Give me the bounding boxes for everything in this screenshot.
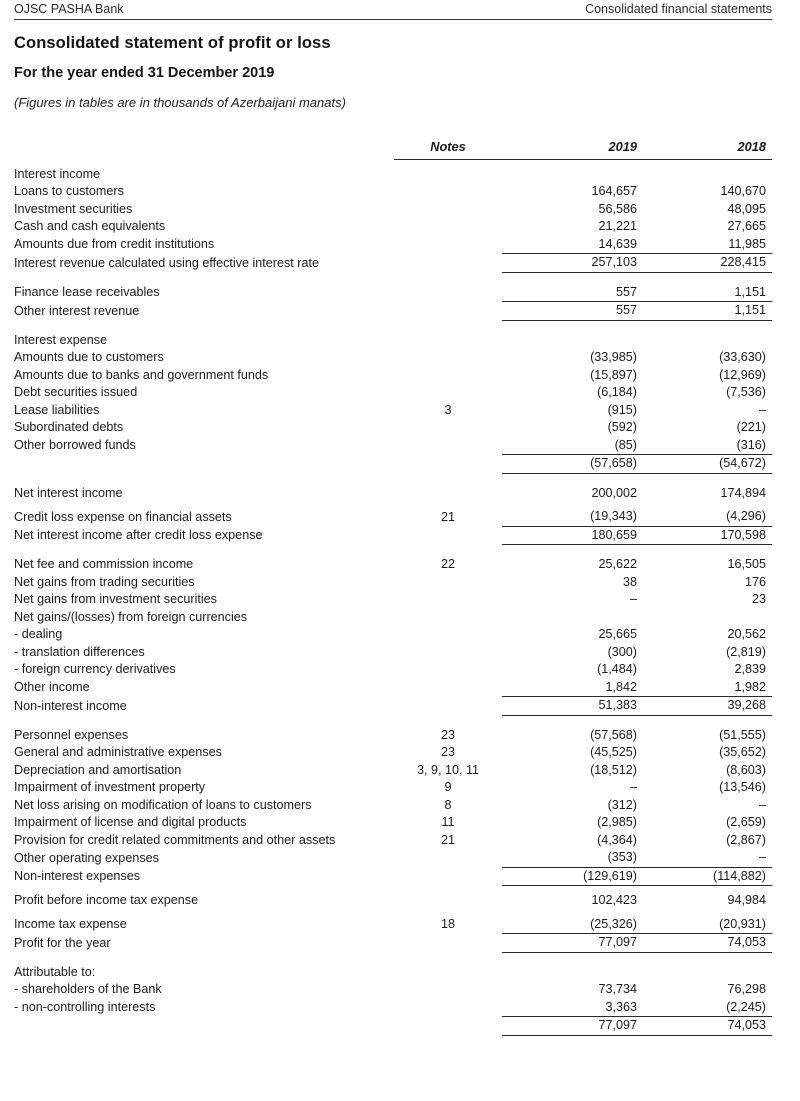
table-row [14,934,772,953]
table-row [14,574,772,592]
row-value-2019: 25,622 [598,557,637,571]
row-value-2019: (45,525) [590,745,637,759]
row-note-ref: 8 [444,797,452,812]
row-note-ref [394,849,502,867]
row-note-ref [394,892,502,910]
table-row [14,964,772,982]
table-row [14,609,772,627]
row-value-2019: 557 [615,284,637,299]
row-value-2018: 170,598 [637,526,772,545]
row-label: Investment securities [14,201,133,216]
row-value-2018: 76,298 [727,982,766,996]
column-header-notes: Notes [394,138,502,159]
table-row [14,183,772,201]
row-value-2019: 77,097 [502,1017,637,1036]
row-value-2018: (7,536) [726,385,766,399]
row-note-ref [394,367,502,385]
row-value-2018: (12,969) [719,367,766,382]
table-row [14,814,772,832]
row-value-2018: – [637,849,772,867]
table-row [14,384,772,402]
row-value-2019: (915) [607,402,637,417]
row-value-2019: 102,423 [591,893,637,907]
row-value-2019: 21,221 [598,219,637,233]
row-note-ref [394,661,502,679]
row-value-2019: 14,639 [598,236,637,251]
table-row [14,367,772,385]
row-value-2018: 1,151 [734,284,766,299]
row-label: Interest expense [14,332,108,347]
row-note-ref: 21 [440,832,455,847]
row-label: Net fee and commission income [14,557,194,571]
row-note-ref [394,999,502,1017]
row-label [14,1017,394,1036]
table-spacer-row [14,545,772,557]
row-label: - shareholders of the Bank [14,982,162,996]
row-value-2019: 557 [502,302,637,321]
table-spacer-row [14,473,772,485]
row-value-2019: 25,665 [598,627,637,641]
row-note-ref [394,679,502,697]
row-value-2019: (2,985) [597,815,637,829]
table-row [14,218,772,236]
row-note-ref: 23 [440,727,455,742]
row-label: Lease liabilities [14,402,100,417]
row-value-2019: (4,364) [597,832,637,847]
row-value-2018: 228,415 [637,254,772,273]
row-note-ref [394,284,502,302]
row-value-2018: 39,268 [637,697,772,716]
table-row [14,284,772,302]
row-value-2019: 77,097 [502,934,637,953]
table-row [14,508,772,526]
table-row [14,849,772,867]
table-row [14,626,772,644]
row-value-2018: (316) [736,437,766,452]
row-value-2018: 48,095 [727,201,766,216]
row-note-ref [394,644,502,662]
row-value-2019: (19,343) [502,508,637,526]
table-row [14,419,772,437]
running-header [14,0,772,20]
row-value-2019: (15,897) [590,367,637,382]
row-label: Personnel expenses [14,727,129,742]
row-value-2019: 180,659 [502,526,637,545]
row-label: Other interest revenue [14,303,140,318]
row-value-2019: – [629,592,637,606]
row-label: Profit before income tax expense [14,893,199,907]
row-note-ref [394,981,502,999]
row-note-ref [394,201,502,219]
row-label: Depreciation and amortisation [14,762,182,777]
row-note-ref [394,697,502,716]
running-header-entity: OJSC PASHA Bank [14,2,124,16]
row-label: Other income [14,680,90,694]
table-row [14,1017,772,1036]
row-value-2018: 16,505 [727,557,766,571]
row-value-2018: (2,819) [726,644,766,659]
table-row [14,437,772,455]
row-note-ref [394,964,502,982]
table-spacer-row [14,272,772,284]
row-label: Cash and cash equivalents [14,219,166,233]
row-value-2019: (57,568) [590,727,637,742]
row-value-2019: (33,985) [590,350,637,364]
row-value-2018: (33,630) [719,350,766,364]
table-row [14,916,772,934]
row-value-2018: (114,882) [637,867,772,886]
row-value-2018: (221) [736,420,766,434]
row-label: Amounts due to banks and government funds [14,367,269,382]
row-label: Credit loss expense on financial assets [14,509,232,524]
row-value-2018: 27,665 [727,219,766,233]
row-value-2018: 1,982 [637,679,772,697]
row-value-2018: 140,670 [720,184,766,198]
row-label: Amounts due to customers [14,350,164,364]
table-row [14,644,772,662]
table-row [14,349,772,367]
table-row [14,332,772,350]
table-row [14,236,772,254]
table-row [14,254,772,273]
row-value-2018: 11,985 [728,236,766,251]
row-value-2019: (18,512) [590,762,637,777]
units-note: (Figures in tables are in thousands of Azerbaijani manats) [14,95,346,110]
table-row [14,201,772,219]
table-header-row [14,138,772,159]
row-note-ref [394,332,502,350]
profit-loss-table [14,138,772,1036]
row-note-ref [394,626,502,644]
table-row [14,981,772,999]
table-row [14,402,772,420]
row-value-2018: 1,151 [637,302,772,321]
row-note-ref [394,1017,502,1036]
row-value-2019 [502,964,637,982]
row-value-2019: 3,363 [502,999,637,1017]
row-value-2018 [637,166,772,184]
row-value-2018: 74,053 [637,934,772,953]
row-value-2019: (300) [607,644,637,659]
row-label: Interest income [14,166,101,181]
table-row [14,999,772,1017]
row-label: - dealing [14,627,63,641]
table-row [14,744,772,762]
row-value-2019: (85) [614,437,637,452]
row-value-2019: 73,734 [598,982,637,996]
row-value-2018: 94,984 [727,893,766,907]
row-label: Attributable to: [14,964,96,979]
row-note-ref [394,526,502,545]
row-label: Finance lease receivables [14,285,160,299]
row-value-2019: 56,586 [598,201,637,216]
table-row [14,727,772,745]
row-label: Provision for credit related commitments and other assets [14,832,336,847]
column-header-year-2018: 2018 [637,138,772,159]
table-row [14,166,772,184]
row-value-2018: (54,672) [637,455,772,474]
row-note-ref [394,574,502,592]
table-spacer-row [14,952,772,964]
table-row [14,526,772,545]
row-label: - translation differences [14,644,145,659]
row-label [14,455,394,474]
row-note-ref [394,609,502,627]
row-note-ref [394,349,502,367]
row-value-2018: (13,546) [719,780,766,794]
row-label: Other borrowed funds [14,438,136,452]
table-row [14,485,772,503]
table-row [14,797,772,815]
row-value-2019: 51,383 [502,697,637,716]
row-value-2018: 174,894 [720,485,766,500]
row-note-ref: 3, 9, 10, 11 [416,762,480,777]
row-note-ref: 21 [440,509,455,524]
row-value-2019: (592) [607,420,637,434]
row-value-2019: (57,658) [502,455,637,474]
row-value-2019 [502,166,637,184]
row-value-2019: (25,326) [502,916,637,934]
row-value-2019: 164,657 [591,184,637,198]
running-header-doctype: Consolidated financial statements [585,2,772,16]
row-label: Net gains from trading securities [14,574,195,589]
row-note-ref [394,419,502,437]
row-value-2018: 2,839 [734,662,766,676]
table-row [14,302,772,321]
column-header-label [14,138,394,159]
row-value-2018: – [758,402,766,417]
table-spacer-row [14,715,772,727]
title-block [14,34,786,110]
row-note-ref [394,591,502,609]
row-value-2019: (1,484) [597,662,637,676]
row-note-ref: 23 [440,745,455,759]
row-label: Net interest income [14,485,123,500]
row-label: General and administrative expenses [14,745,222,759]
table-row [14,867,772,886]
row-note-ref [394,485,502,503]
row-label: Loans to customers [14,184,124,198]
row-value-2018: 23 [751,592,766,606]
row-label: Impairment of license and digital products [14,815,247,829]
table-row [14,556,772,574]
row-label: Amounts due from credit institutions [14,237,215,251]
row-note-ref: 22 [440,557,455,571]
row-value-2019: – [629,780,637,794]
row-label: Profit for the year [14,935,111,950]
row-value-2019: (129,619) [502,867,637,886]
row-note-ref [394,236,502,254]
row-value-2018: (35,652) [719,745,766,759]
row-note-ref [394,455,502,474]
row-note-ref [394,437,502,455]
row-label: Net loss arising on modification of loans to customers [14,797,312,812]
row-label: - non-controlling interests [14,1000,156,1014]
row-label: Other operating expenses [14,850,159,865]
row-value-2018: (2,867) [726,832,766,847]
row-note-ref: 11 [441,815,455,829]
row-note-ref: 9 [444,780,452,794]
row-value-2019: 257,103 [502,254,637,273]
row-value-2018 [637,332,772,350]
page-title: Consolidated statement of profit or loss [14,34,331,52]
row-value-2018: 74,053 [637,1017,772,1036]
row-value-2018: (51,555) [719,727,766,742]
row-value-2019 [502,332,637,350]
row-value-2019 [502,609,637,627]
page-subtitle: For the year ended 31 December 2019 [14,65,275,81]
row-label: Net gains from investment securities [14,592,217,606]
table-row [14,697,772,716]
table-row [14,832,772,850]
row-label: Impairment of investment property [14,780,206,794]
row-value-2019: (6,184) [597,385,637,399]
table-row [14,661,772,679]
row-note-ref [394,934,502,953]
table-row [14,455,772,474]
row-value-2018: (20,931) [637,916,772,934]
row-note-ref: 18 [440,917,455,931]
row-label: Subordinated debts [14,420,124,434]
row-value-2019: 200,002 [591,485,637,500]
row-label: - foreign currency derivatives [14,662,176,676]
row-label: Income tax expense [14,917,127,931]
row-note-ref [394,183,502,201]
table-row [14,591,772,609]
row-note-ref [394,384,502,402]
row-value-2018: (2,245) [637,999,772,1017]
row-label: Non-interest income [14,698,127,713]
row-value-2018 [637,609,772,627]
row-label: Non-interest expenses [14,869,141,883]
table-row [14,762,772,780]
row-value-2018 [637,964,772,982]
row-note-ref [394,302,502,321]
row-value-2018: 20,562 [727,627,766,641]
row-value-2019: (312) [607,797,637,812]
table-row [14,779,772,797]
row-note-ref [394,254,502,273]
table-row [14,892,772,910]
row-value-2019: 38 [622,574,637,589]
row-value-2018: (4,296) [637,508,772,526]
row-value-2018: 176 [744,574,766,589]
row-label: Interest revenue calculated using effective interest rate [14,255,319,270]
table-row [14,679,772,697]
table-spacer-row [14,320,772,332]
row-label: Net interest income after credit loss expense [14,528,263,542]
row-value-2018: – [758,797,766,812]
row-label: Net gains/(losses) from foreign currencies [14,609,248,624]
row-note-ref [394,166,502,184]
column-header-year-2019: 2019 [502,138,637,159]
row-note-ref [394,218,502,236]
row-label: Debt securities issued [14,385,138,399]
row-value-2019: (353) [502,849,637,867]
row-value-2018: (2,659) [726,815,766,829]
row-value-2019: 1,842 [502,679,637,697]
row-value-2018: (8,603) [726,762,766,777]
row-note-ref: 3 [444,402,452,417]
row-note-ref [394,867,502,886]
